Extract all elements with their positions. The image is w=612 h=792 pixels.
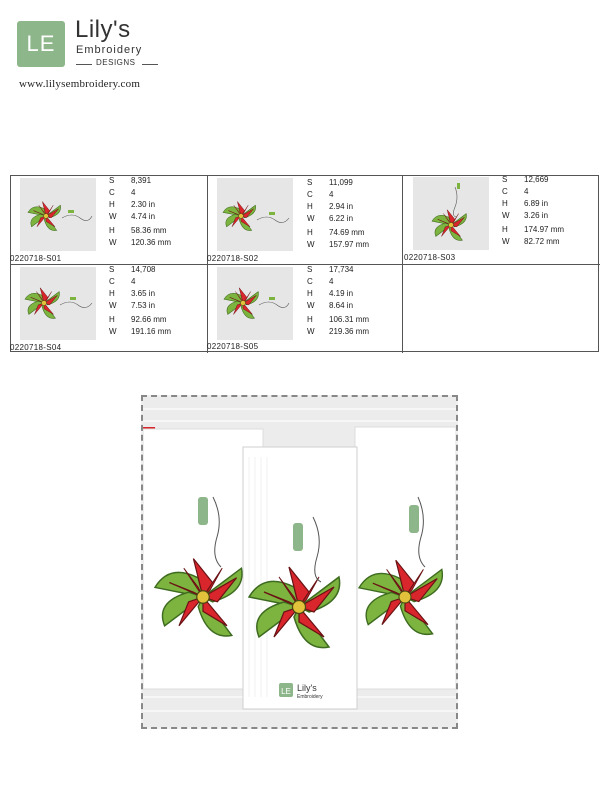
spec-label: H [109, 289, 115, 298]
spec-label: H [502, 225, 508, 234]
spec-label: S [307, 178, 313, 187]
spec-value: 8,391 [131, 176, 152, 185]
spec-value: 2.30 in [131, 200, 156, 209]
spec-label: S [502, 175, 508, 184]
spec-value: 3.26 in [524, 211, 549, 220]
flower-tag-left [198, 497, 208, 525]
spec-label: S [109, 176, 115, 185]
design-thumbnail-s01[interactable] [20, 178, 96, 251]
spec-label: H [307, 289, 313, 298]
spec-value: 14,708 [131, 265, 156, 274]
spec-label: H [307, 315, 313, 324]
spec-value: 4.19 in [329, 289, 354, 298]
spec-value: 17,734 [329, 265, 354, 274]
spec-label: W [502, 237, 510, 246]
spec-value: 58.36 mm [131, 226, 167, 235]
product-preview-image [141, 395, 458, 729]
spec-label: W [502, 211, 510, 220]
spec-label: W [109, 327, 117, 336]
tagline-rule-left [76, 64, 92, 65]
spec-value: 11,099 [329, 178, 353, 187]
towel-brand-sub: Embroidery [297, 694, 323, 700]
towel-brand-name: Lily's [297, 683, 317, 693]
spec-value: 4 [329, 277, 334, 286]
spec-label: C [109, 188, 115, 197]
spec-label: W [109, 212, 117, 221]
design-code: 0220718-S03 [404, 253, 456, 262]
design-code: 0220718-S01 [10, 254, 62, 263]
spec-label: H [307, 228, 313, 237]
brand-tagline [76, 58, 161, 70]
spec-value: 4.74 in [131, 212, 156, 221]
spec-label: H [502, 199, 508, 208]
spec-value: 4 [329, 190, 334, 199]
spec-value: 82.72 mm [524, 237, 560, 246]
flower-tag-center [293, 523, 303, 551]
design-thumbnail-s03[interactable] [413, 177, 489, 250]
spec-value: 191.16 mm [131, 327, 172, 336]
spec-value: 6.22 in [329, 214, 354, 223]
design-code: 0220718-S02 [207, 254, 259, 263]
spec-value: 2.94 in [329, 202, 354, 211]
spec-value: 3.65 in [131, 289, 156, 298]
spec-label: H [109, 200, 115, 209]
design-code: 0220718-S04 [10, 343, 62, 352]
spec-label: W [109, 301, 117, 310]
logo-mark: LE [17, 21, 65, 67]
spec-value: 92.66 mm [131, 315, 167, 324]
spec-value: 7.53 in [131, 301, 156, 310]
spec-label: C [307, 190, 313, 199]
brand-name: Lily's [75, 16, 131, 43]
design-thumbnail-s04[interactable] [20, 267, 96, 340]
spec-label: W [109, 238, 117, 247]
spec-label: C [502, 187, 508, 196]
spec-value: 157.97 mm [329, 240, 370, 249]
spec-value: 8.64 in [329, 301, 354, 310]
spec-label: W [307, 214, 315, 223]
design-code: 0220718-S05 [207, 342, 259, 351]
spec-label: S [307, 265, 313, 274]
spec-label: H [109, 226, 115, 235]
spec-value: 174.97 mm [524, 225, 565, 234]
grid-divider [11, 264, 600, 265]
spec-value: 4 [131, 277, 136, 286]
design-thumbnail-s05[interactable] [217, 267, 293, 340]
spec-value: 4 [524, 187, 529, 196]
spec-label: H [109, 315, 115, 324]
brand-subtitle: Embroidery [76, 44, 143, 56]
design-thumbnail-s02[interactable] [217, 178, 293, 251]
design-table [10, 175, 599, 352]
spec-label: C [307, 277, 313, 286]
spec-value: 106.31 mm [329, 315, 370, 324]
spec-value: 4 [131, 188, 136, 197]
spec-value: 74.69 mm [329, 228, 365, 237]
towels-illustration [143, 397, 456, 727]
spec-label: S [109, 265, 115, 274]
towel-logo-letters: LE [281, 687, 291, 696]
brand-tag-text: DESIGNS [96, 58, 136, 67]
spec-value: 120.36 mm [131, 238, 172, 247]
spec-value: 219.36 mm [329, 327, 370, 336]
spec-label: C [109, 277, 115, 286]
tagline-rule-right [142, 64, 158, 65]
website-link[interactable]: www.lilysembroidery.com [19, 78, 141, 90]
spec-value: 12,669 [524, 175, 549, 184]
spec-label: H [307, 202, 313, 211]
spec-label: W [307, 327, 315, 336]
spec-label: W [307, 240, 315, 249]
flower-tag-right [409, 505, 419, 533]
spec-value: 6.89 in [524, 199, 549, 208]
spec-label: W [307, 301, 315, 310]
